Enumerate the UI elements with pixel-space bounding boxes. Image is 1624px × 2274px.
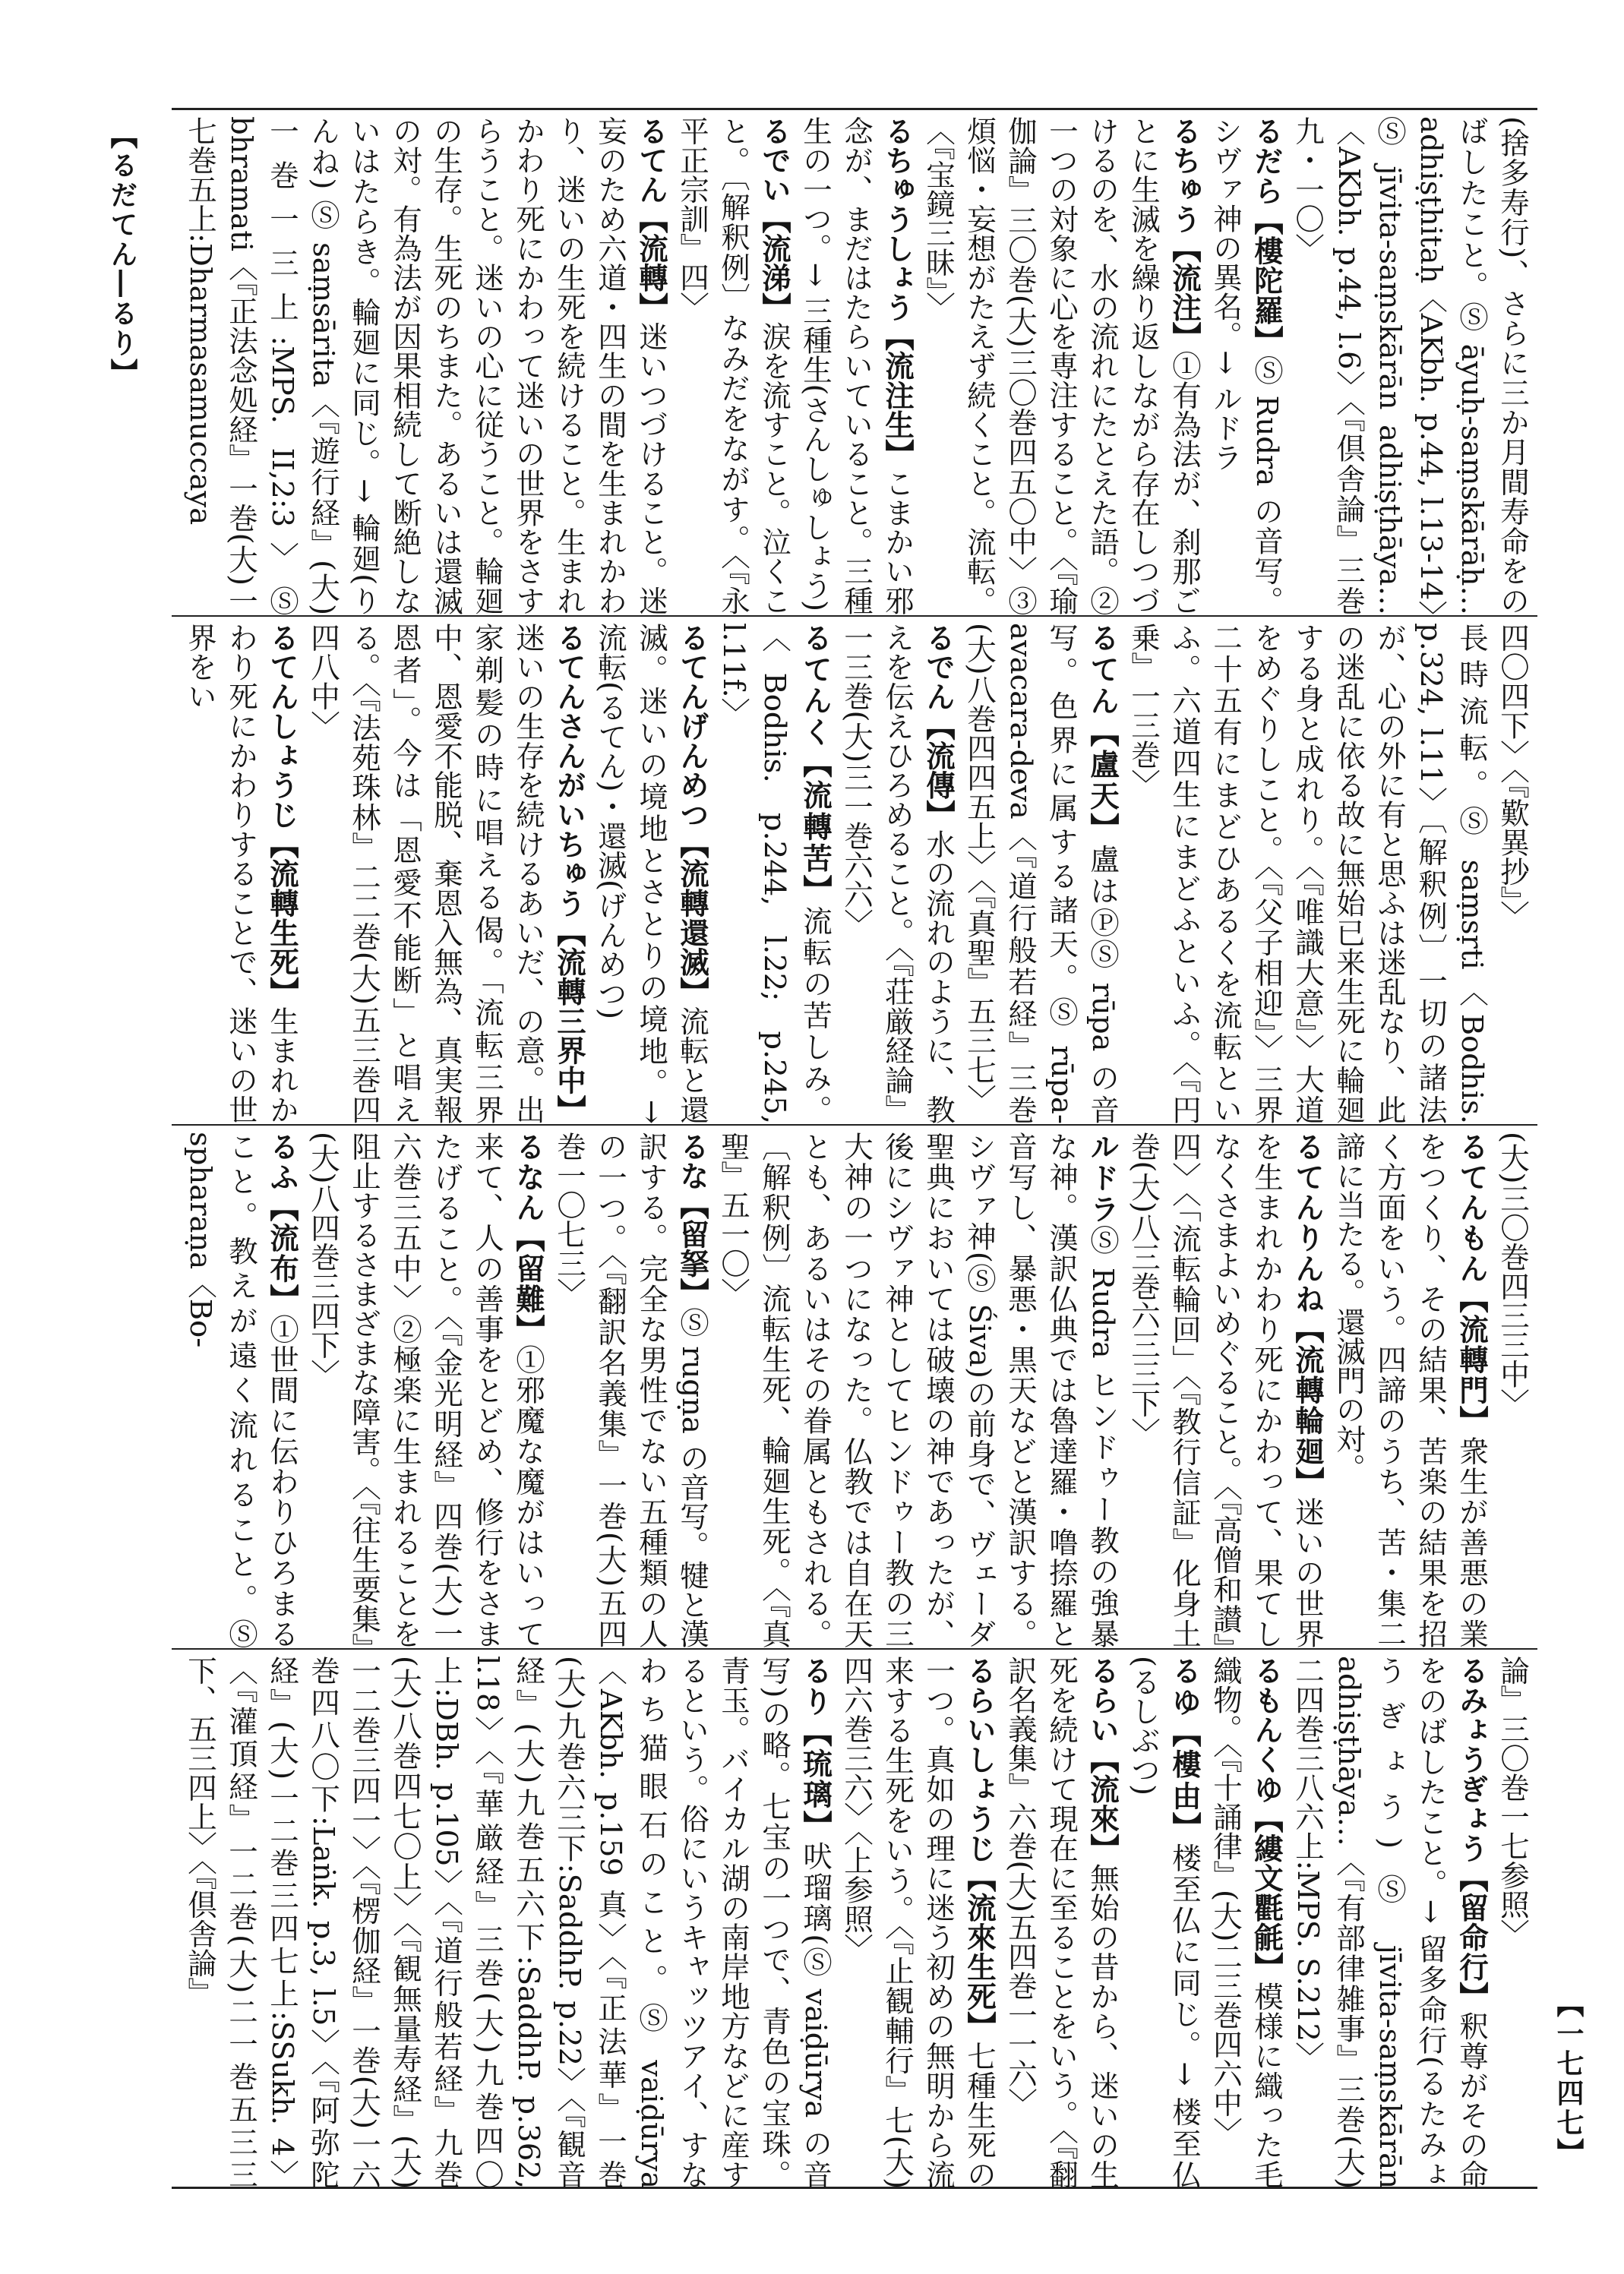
running-header: 【るだてん―るり】: [106, 122, 138, 388]
dictionary-entry: [918, 116, 1205, 615]
entry-definition: 水の流れのように、教えを伝えひろめること。〈『荘厳経論』一三巻(大)三一巻六六〉: [839, 623, 956, 1124]
dictionary-entry: [589, 623, 712, 1124]
band-column: [179, 1650, 1537, 2189]
entry-headword: るふ【流布】: [265, 1132, 299, 1315]
entry-headword: るもんくゆ【縷文氍毹】: [1250, 1656, 1284, 1982]
band-column: [179, 110, 1537, 615]
entry-definition: Ⓢ Rudra ヒンドゥー教の強暴な神。漢訳仏典では魯達羅・噜捺羅と音写し、暴悪・黒天などと漢訳する。シヴァ神(Ⓢ Śiva)の前身で、ヴェーダ聖典においては破壊の神であったが、後にシヴァ神としてヒンドゥー教の三大神の一つになった。仏教では自在天とも、あるいはその眷属ともされる。〔解釈例〕流転生死、輪廻生死。〈『真聖』五一〇〉: [716, 1132, 1120, 1648]
dictionary-entry: [548, 1132, 712, 1648]
entry-definition: (大)三〇巻四三三中〉: [1496, 1132, 1530, 1418]
entry-definition: 盧はⓅⓈ rūpa の音写。色界に属する諸天。Ⓢ rūpa-avacara-deva〈『道行般若経』三巻(大)八巻四四五上〉〈『真聖』五三七〉: [962, 623, 1120, 1124]
dictionary-entry: [1205, 116, 1287, 615]
dictionary-entry: [836, 623, 959, 1124]
entry-definition: Ⓢ Rudra の音写。シヴァ神の異名。→ ルドラ: [1209, 116, 1284, 615]
entry-definition: 模様に織った毛織物。〈『十誦律』(大)二三巻四六中〉: [1209, 1656, 1284, 2189]
entry-headword: るちゅうしょう【流注生】: [880, 116, 915, 469]
entry-headword: るてんく【流轉苦】: [798, 623, 833, 906]
entry-headword: るなん【留難】: [511, 1132, 545, 1345]
entry-headword: るてんりんね【流轉輪廻】: [1291, 1132, 1325, 1498]
entry-headword: るでん【流傳】: [921, 623, 956, 829]
dictionary-entry: [1123, 1132, 1328, 1648]
dictionary-entry: [302, 623, 589, 1124]
entry-definition: 釈尊がその命をのばしたこと。→ 留多命行(るたみょうぎょう) Ⓢ jīvita-saṃskārān adhiṣṭhāya…〈『有部律雑事』三巻(大)二四巻三八六上:MPS. S.212〉: [1291, 1656, 1489, 2189]
entry-headword: るてんしょうじ【流轉生死】: [265, 623, 299, 1006]
entry-definition: 七種生死の一つ。真如の理に迷う初めの無明から流来する生死をいう。〈『止観輔行』七(大)四六巻三六〉〈上参照〉: [839, 1656, 997, 2189]
dictionary-entry: [1287, 116, 1537, 615]
entry-definition: 迷いの世界を生まれかわり死にかわって、果てしなくさまよいめぐること。〈『高僧和讃』四〉〈「流転輪回」〈『教行信証』化身土巻(大)八三巻六三三下〉: [1126, 1132, 1325, 1648]
text-band-4: [172, 1648, 1537, 2189]
entry-headword: るみょうぎょう【留命行】: [1455, 1656, 1489, 2012]
dictionary-entry: [1492, 1132, 1537, 1648]
entry-definition: 生まれかわり死にかわりすることで、迷いの世界をい: [183, 623, 299, 1124]
dictionary-entry: [959, 623, 1123, 1124]
entry-headword: るてん【盧天】: [1085, 623, 1120, 845]
dictionary-entry: [795, 116, 918, 615]
entry-headword: るてん【流轉】: [634, 116, 668, 322]
entry-definition: 迷いの生存を続けるあいだ、の意。出家剃髪の時に唱える偈。「流転三界中、恩愛不能脱、棄恩入無為、真実報恩者」。今は「恩愛不能断」と唱える。〈『法苑珠林』二二巻(大)五三巻四四八中〉: [306, 623, 545, 1124]
band-column: [179, 1126, 1537, 1648]
entry-definition: 論』三〇巻一七参照〉: [1496, 1656, 1530, 1948]
text-band-3: [172, 1124, 1537, 1648]
entry-headword: ルドラ: [1085, 1132, 1120, 1226]
entry-definition: 迷いつづけること。迷妄のため六道・四生の間を生まれかわり、迷いの生死を続けること。生まれかわり死にかわって迷いの世界をさすらうこと。迷いの心に従うこと。輪廻の生存。生死のちまた。あるいは還滅の対。有為法が因果相続して断絶しないはたらき。輪廻に同じ。→ 輪廻(りんね) Ⓢ saṃsārita〈『遊行経』(大)一巻一三上:MPS. II,2:3〉Ⓢ bhramati〈『正法念処経』一巻(大)一七巻五上:Dharmasamuccaya: [183, 116, 668, 615]
page-number: 【一七四七】: [1553, 1990, 1585, 2168]
text-band-1: [172, 110, 1537, 615]
entry-definition: 長時流転。Ⓢ saṃsṛti〈Bodhis. p.324, l.11〉〔解釈例〕一切の諸法が、心の外に有と思ふは迷乱なり、此の迷乱に依る故に無始已来生死に輪廻する身と成れり。〈『唯識大意』〉大道をめぐりしこと。〈『父子相迎』〉三界二十五有にまどひあるくを流転といふ。六道四生にまどふといふ。〈『円乗』一三巻〉: [1126, 623, 1489, 1124]
entry-definition: ①邪魔な魔がはいって来て、人の善事をとどめ、修行をさまたげること。〈『金光明経』四巻(大)一六巻三五中〉②極楽に生まれることを阻止するさまざまな障害。〈『往生要集』(大)八四巻三四下〉: [306, 1132, 545, 1648]
entry-definition: 無始の昔から、迷いの生死を続けて現在に至ることをいう。〈『翻訳名義集』六巻(大)五四巻一一六〉: [1003, 1656, 1120, 2189]
dictionary-entry: [1492, 623, 1537, 1124]
entry-headword: るでい【流涕】: [757, 116, 791, 322]
entry-definition: 流転と還滅。迷いの境地とさとりの境地。→ 流転(るてん)・還滅(げんめつ): [593, 623, 709, 1124]
entry-headword: るらい【流來】: [1085, 1656, 1120, 1864]
dictionary-entry: [712, 1132, 1123, 1648]
dictionary-entry: [179, 623, 302, 1124]
entry-definition: ①世間に伝わりひろまること。教えが遠く流れること。Ⓢ spharaṇa〈Bo-: [183, 1132, 299, 1648]
entry-headword: るゆ【樓由】: [1167, 1656, 1202, 1843]
text-band-2: [172, 615, 1537, 1124]
entry-definition: 衆生が善悪の業をつくり、その結果、苦楽の結果を招く方面をいう。四諦のうち、苦・集二諦に当たる。還滅門の対。: [1332, 1132, 1489, 1648]
entry-definition: 流転の苦しみ。〈Bodhis. p.244, l.22; p.245, l.11f.〉: [716, 623, 833, 1124]
entry-headword: るな【留拏】: [675, 1132, 709, 1308]
entry-headword: るてんさんがいちゅう【流轉三界中】: [552, 623, 586, 1124]
dictionary-entry: [302, 1132, 548, 1648]
entry-definition: 四〇四下〉〈『歎異抄』〉: [1496, 623, 1530, 930]
entry-definition: こまかい邪念が、まだはたらいていること。三種生の一つ。→ 三種生(さんしゅしょう): [798, 116, 915, 615]
dictionary-entry: [1492, 1656, 1537, 2189]
entry-headword: るてんもん【流轉門】: [1455, 1132, 1489, 1436]
dictionary-entry: [1123, 1656, 1205, 2189]
entry-definition: 涙を流すこと。泣くこと。〔解釈例〕なみだをながす。〈『永平正宗訓』四〉: [675, 116, 791, 615]
entry-headword: るり【琉璃】: [798, 1656, 833, 1842]
entry-headword: るだら【樓陀羅】: [1250, 116, 1284, 355]
dictionary-entry: [179, 116, 671, 615]
dictionary-entry: [836, 1656, 1000, 2189]
dictionary-entry: [179, 1132, 302, 1648]
dictionary-page: [172, 108, 1537, 2189]
dictionary-entry: [712, 623, 836, 1124]
band-column: [179, 617, 1537, 1124]
entry-definition: ①有為法が、刹那ごとに生滅を繰り返しながら存在しつづけるのを、水の流れにたとえた語。②一つの対象に心を専注すること。〈『瑜伽論』三〇巻(大)三〇巻四五〇中〉③煩悩・妄想がたえず続くこと。流転。〈『宝鏡三昧』〉: [921, 116, 1202, 615]
entry-headword: るてんげんめつ【流轉還滅】: [675, 623, 709, 1006]
dictionary-entry: [1000, 1656, 1123, 2189]
entry-definition: 楼至仏に同じ。→ 楼至仏(るしぶつ): [1126, 1656, 1202, 2189]
dictionary-entry: [179, 1656, 836, 2189]
entry-definition: Ⓢ rugṇa の音写。犍と漢訳する。完全な男性でない五種類の人の一つ。〈『翻訳名義集』一巻(大)五四巻一〇七三〉: [552, 1132, 709, 1648]
dictionary-entry: [1205, 1656, 1287, 2189]
dictionary-entry: [1123, 623, 1492, 1124]
dictionary-entry: [671, 116, 795, 615]
entry-headword: るちゅう【流注】: [1167, 116, 1202, 352]
entry-headword: るらいしょうじ【流來生死】: [962, 1656, 997, 2042]
dictionary-entry: [1328, 1132, 1492, 1648]
entry-definition: 吠瑠璃(Ⓢ vaiḍūrya の音写)の略。七宝の一つで、青色の宝珠。青玉。バイカル湖の南岸地方などに産するという。俗にいうキャッツアイ、すなわち猫眼石のこと。Ⓢ vaiḍūrya〈AKbh. p.159 真〉〈『正法華』一巻(大)九巻六三下:SaddhP. p.22〉〈『観音経』(大)九巻五六下:SaddhP. p.362, l.18〉〈『華厳経』三巻(大)九巻四〇上:DBh. p.105〉〈『道行般若経』九巻(大)八巻四七〇上〉〈『観無量寿経』(大)一二巻三四一〉〈『楞伽経』一巻(大)一六巻四八〇下:Laṅk. p.3, l.5〉〈『阿弥陀経』(大)一二巻三四七上:SSukh. 4〉〈『灌頂経』一二巻(大)二一巻五三三下、五三四上〉〈『倶舎論』: [183, 1656, 833, 2189]
dictionary-entry: [1287, 1656, 1492, 2189]
entry-definition: (捨多寿行)、さらに三か月間寿命をのばしたこと。Ⓢ āyuḥ-saṃskārāḥ…adhiṣṭhitaḥ〈AKbh. p.44, l.13-14〉Ⓢ jīvita-saṃskārān adhiṣṭhāya…〈AKbh. p.44, l.6〉〈『倶舎論』三巻九・一〇〉: [1291, 116, 1530, 615]
